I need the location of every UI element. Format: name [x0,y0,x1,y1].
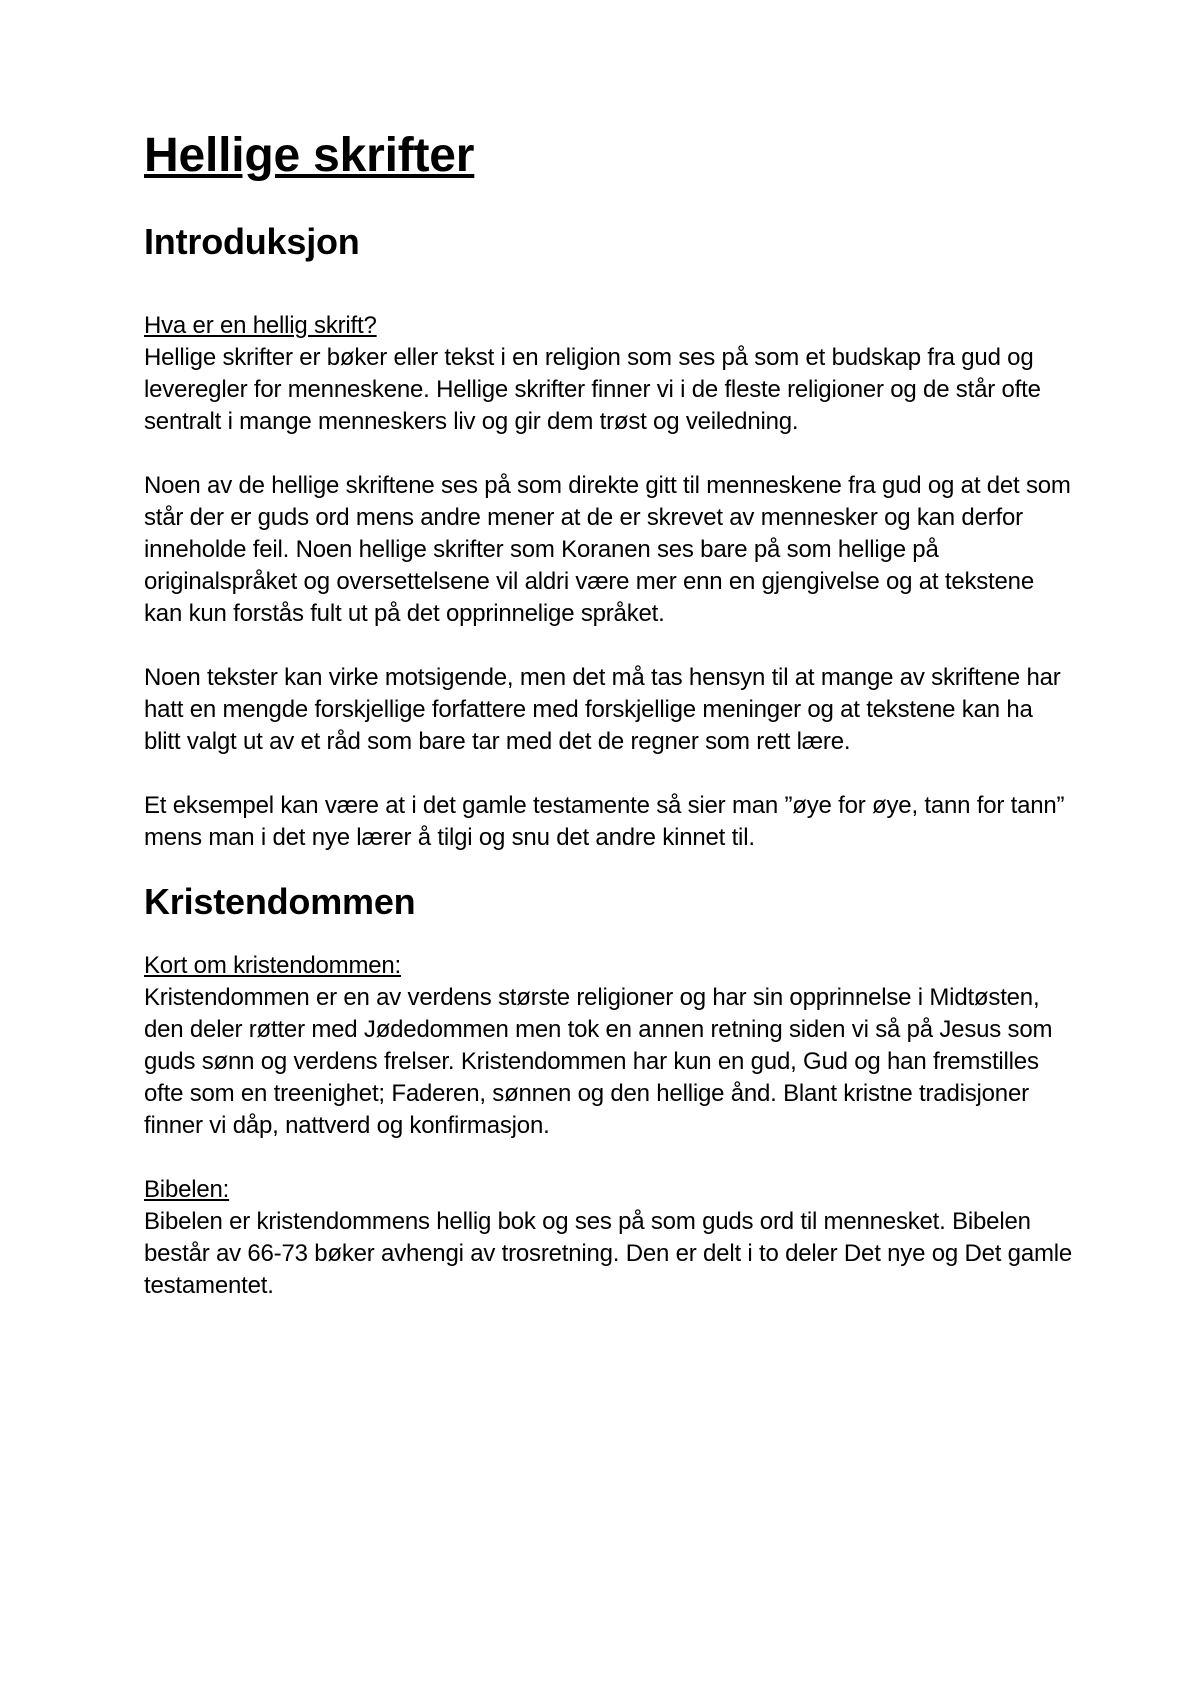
document-title: Hellige skrifter [144,129,475,182]
subheading-bibelen: Bibelen: [144,1176,230,1203]
section-heading-kristendommen: Kristendommen [144,881,416,922]
section-heading-introduksjon: Introduksjon [144,221,360,262]
subheading-hva-er-en-hellig-skrift: Hva er en hellig skrift? [144,312,377,339]
paragraph: Kristendommen er en av verdens største religioner og har sin opprinnelse i Midtøsten, den deler røtter med Jødedommen men tok en annen retning siden vi så på Jesus som guds sønn og verdens frelser. Kristendommen har kun en gud, Gud og han fremstilles ofte som en treenighet; Faderen, sønnen og den hellige ånd. Blant kristne tradisjoner finner vi dåp, nattverd og konfirmasjon. [144,984,1053,1139]
document-page [144,129,1074,1302]
paragraph: Noen av de hellige skriftene ses på som direkte gitt til menneskene fra gud og at det som står der er guds ord mens andre mener at de er skrevet av mennesker og kan derfor inneholde feil. Noen hellige skrifter som Koranen ses bare på som hellige på originalspråket og oversettelsene vil aldri være mer enn en gjengivelse og at tekstene kan kun forstås fult ut på det opprinnelige språket. [144,472,1071,627]
paragraph: Hellige skrifter er bøker eller tekst i en religion som ses på som et budskap fra gud og leveregler for menneskene. Hellige skrifter finner vi i de fleste religioner og de står ofte sentralt i mange menneskers liv og gir dem trøst og veiledning. [144,344,1041,435]
paragraph: Noen tekster kan virke motsigende, men det må tas hensyn til at mange av skriftene har hatt en mengde forskjellige forfattere med forskjellige meninger og at tekstene kan ha blitt valgt ut av et råd som bare tar med det de regner som rett lære. [144,664,1061,755]
paragraph: Bibelen er kristendommens hellig bok og ses på som guds ord til mennesket. Bibelen består av 66-73 bøker avhengi av trosretning. Den er delt i to deler Det nye og Det gamle testamentet. [144,1208,1073,1299]
paragraph: Et eksempel kan være at i det gamle testamente så sier man ”øye for øye, tann for tann” mens man i det nye lærer å tilgi og snu det andre kinnet til. [144,792,1065,851]
subheading-kort-om-kristendommen: Kort om kristendommen: [144,952,402,979]
